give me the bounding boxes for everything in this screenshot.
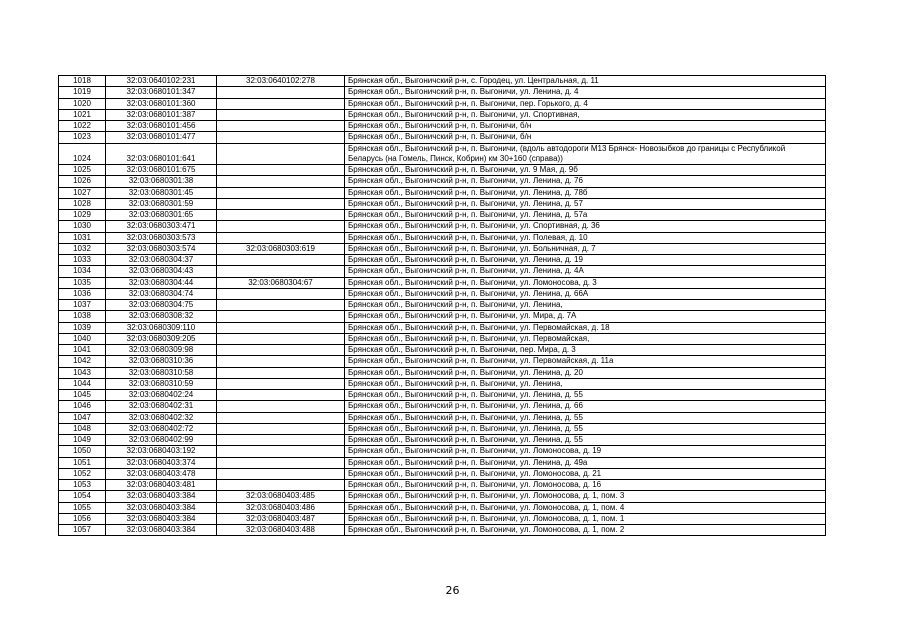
related-cadastral-number-cell: 32:03:0680303:619 xyxy=(217,243,345,254)
row-number-cell: 1048 xyxy=(59,423,106,434)
related-cadastral-number-cell xyxy=(217,435,345,446)
address-cell: Брянская обл., Выгоничский р-н, п. Выгоничи, ул. Ленина, д. 49а xyxy=(345,457,826,468)
row-number-cell: 1029 xyxy=(59,210,106,221)
cadastral-number-cell: 32:03:0680101:641 xyxy=(106,143,217,165)
related-cadastral-number-cell xyxy=(217,109,345,120)
cadastral-number-cell: 32:03:0680310:58 xyxy=(106,367,217,378)
table-row xyxy=(59,513,826,524)
cadastral-number-cell: 32:03:0680101:675 xyxy=(106,165,217,176)
row-number-cell: 1030 xyxy=(59,221,106,232)
related-cadastral-number-cell xyxy=(217,288,345,299)
address-cell: Брянская обл., Выгоничский р-н, п. Выгоничи, ул. Ломоносова, д. 1, пом. 2 xyxy=(345,525,826,536)
address-cell: Брянская обл., Выгоничский р-н, п. Выгоничи, (вдоль автодороги М13 Брянск- Новозыбков до границы с Республикой Беларусь (на Гомель, Пинск, Кобрин) км 30+160 (справа)) xyxy=(345,143,826,165)
related-cadastral-number-cell xyxy=(217,378,345,389)
table-row xyxy=(59,143,826,165)
row-number-cell: 1025 xyxy=(59,165,106,176)
related-cadastral-number-cell: 32:03:0680403:485 xyxy=(217,491,345,502)
cadastral-number-cell: 32:03:0680101:456 xyxy=(106,121,217,132)
related-cadastral-number-cell xyxy=(217,356,345,367)
table-row xyxy=(59,491,826,502)
address-cell: Брянская обл., Выгоничский р-н, п. Выгоничи, ул. Ленина, д. 20 xyxy=(345,367,826,378)
related-cadastral-number-cell xyxy=(217,266,345,277)
related-cadastral-number-cell xyxy=(217,322,345,333)
row-number-cell: 1053 xyxy=(59,480,106,491)
row-number-cell: 1035 xyxy=(59,277,106,288)
cadastral-number-cell: 32:03:0680403:481 xyxy=(106,480,217,491)
table-row xyxy=(59,109,826,120)
related-cadastral-number-cell xyxy=(217,446,345,457)
table-row xyxy=(59,322,826,333)
address-cell: Брянская обл., Выгоничский р-н, п. Выгоничи, ул. Мира, д. 7А xyxy=(345,311,826,322)
table-row xyxy=(59,333,826,344)
cadastral-number-cell: 32:03:0680301:38 xyxy=(106,176,217,187)
address-cell: Брянская обл., Выгоничский р-н, п. Выгоничи, б/н xyxy=(345,121,826,132)
related-cadastral-number-cell: 32:03:0680403:488 xyxy=(217,525,345,536)
table-row xyxy=(59,356,826,367)
cadastral-number-cell: 32:03:0680310:36 xyxy=(106,356,217,367)
address-cell: Брянская обл., Выгоничский р-н, п. Выгоничи, ул. Ленина, д. 57 xyxy=(345,198,826,209)
cadastral-number-cell: 32:03:0680303:574 xyxy=(106,243,217,254)
row-number-cell: 1026 xyxy=(59,176,106,187)
row-number-cell: 1038 xyxy=(59,311,106,322)
related-cadastral-number-cell xyxy=(217,165,345,176)
address-cell: Брянская обл., Выгоничский р-н, п. Выгоничи, ул. Ленина, д. 66 xyxy=(345,401,826,412)
table-row xyxy=(59,390,826,401)
cadastral-number-cell: 32:03:0680309:110 xyxy=(106,322,217,333)
related-cadastral-number-cell xyxy=(217,255,345,266)
table-row xyxy=(59,165,826,176)
row-number-cell: 1024 xyxy=(59,143,106,165)
address-cell: Брянская обл., Выгоничский р-н, п. Выгоничи, ул. Ломоносова, д. 21 xyxy=(345,468,826,479)
cadastral-number-cell: 32:03:0680402:72 xyxy=(106,423,217,434)
table-row xyxy=(59,76,826,87)
row-number-cell: 1034 xyxy=(59,266,106,277)
table-row xyxy=(59,378,826,389)
cadastral-number-cell: 32:03:0680403:374 xyxy=(106,457,217,468)
table-row xyxy=(59,255,826,266)
related-cadastral-number-cell xyxy=(217,390,345,401)
related-cadastral-number-cell: 32:03:0640102:278 xyxy=(217,76,345,87)
table-row xyxy=(59,98,826,109)
table-row xyxy=(59,435,826,446)
related-cadastral-number-cell xyxy=(217,187,345,198)
address-cell: Брянская обл., Выгоничский р-н, п. Выгоничи, ул. Ленина, д. 55 xyxy=(345,412,826,423)
address-cell: Брянская обл., Выгоничский р-н, п. Выгоничи, ул. Ленина, д. 55 xyxy=(345,423,826,434)
address-cell: Брянская обл., Выгоничский р-н, п. Выгоничи, ул. Ленина, xyxy=(345,378,826,389)
address-cell: Брянская обл., Выгоничский р-н, п. Выгоничи, ул. Ленина, д. 78б xyxy=(345,187,826,198)
address-cell: Брянская обл., Выгоничский р-н, п. Выгоничи, ул. Спортивная, д. 36 xyxy=(345,221,826,232)
cadastral-number-cell: 32:03:0680403:384 xyxy=(106,502,217,513)
table-row xyxy=(59,277,826,288)
address-cell: Брянская обл., Выгоничский р-н, п. Выгоничи, ул. Первомайская, д. 18 xyxy=(345,322,826,333)
row-number-cell: 1039 xyxy=(59,322,106,333)
row-number-cell: 1019 xyxy=(59,87,106,98)
table-row xyxy=(59,311,826,322)
row-number-cell: 1047 xyxy=(59,412,106,423)
cadastral-number-cell: 32:03:0680310:59 xyxy=(106,378,217,389)
address-cell: Брянская обл., Выгоничский р-н, п. Выгоничи, ул. Ленина, д. 4А xyxy=(345,266,826,277)
related-cadastral-number-cell: 32:03:0680403:487 xyxy=(217,513,345,524)
table-row xyxy=(59,266,826,277)
address-cell: Брянская обл., Выгоничский р-н, п. Выгоничи, ул. Ломоносова, д. 19 xyxy=(345,446,826,457)
table-row xyxy=(59,367,826,378)
cadastral-number-cell: 32:03:0680403:192 xyxy=(106,446,217,457)
cadastral-number-cell: 32:03:0680403:384 xyxy=(106,491,217,502)
address-cell: Брянская обл., Выгоничский р-н, п. Выгоничи, ул. Ленина, д. 66А xyxy=(345,288,826,299)
cadastral-registry-table xyxy=(58,75,826,536)
table-row xyxy=(59,232,826,243)
address-cell: Брянская обл., Выгоничский р-н, п. Выгоничи, б/н xyxy=(345,132,826,143)
row-number-cell: 1032 xyxy=(59,243,106,254)
cadastral-number-cell: 32:03:0680101:347 xyxy=(106,87,217,98)
row-number-cell: 1027 xyxy=(59,187,106,198)
row-number-cell: 1056 xyxy=(59,513,106,524)
table-row xyxy=(59,187,826,198)
address-cell: Брянская обл., Выгоничский р-н, п. Выгоничи, пер. Горького, д. 4 xyxy=(345,98,826,109)
related-cadastral-number-cell xyxy=(217,423,345,434)
cadastral-number-cell: 32:03:0680309:205 xyxy=(106,333,217,344)
related-cadastral-number-cell xyxy=(217,468,345,479)
cadastral-number-cell: 32:03:0680301:45 xyxy=(106,187,217,198)
page-number: 26 xyxy=(445,584,460,597)
table-row xyxy=(59,480,826,491)
registry-table-body xyxy=(59,76,826,536)
cadastral-number-cell: 32:03:0680309:98 xyxy=(106,345,217,356)
table-row xyxy=(59,288,826,299)
table-row xyxy=(59,87,826,98)
row-number-cell: 1044 xyxy=(59,378,106,389)
related-cadastral-number-cell xyxy=(217,345,345,356)
table-row xyxy=(59,121,826,132)
row-number-cell: 1049 xyxy=(59,435,106,446)
cadastral-number-cell: 32:03:0680403:478 xyxy=(106,468,217,479)
row-number-cell: 1054 xyxy=(59,491,106,502)
cadastral-number-cell: 32:03:0680304:37 xyxy=(106,255,217,266)
address-cell: Брянская обл., Выгоничский р-н, п. Выгоничи, ул. Первомайская, xyxy=(345,333,826,344)
address-cell: Брянская обл., Выгоничский р-н, п. Выгоничи, ул. Больничная, д. 7 xyxy=(345,243,826,254)
address-cell: Брянская обл., Выгоничский р-н, п. Выгоничи, ул. Ленина, д. 76 xyxy=(345,176,826,187)
row-number-cell: 1037 xyxy=(59,300,106,311)
related-cadastral-number-cell xyxy=(217,367,345,378)
address-cell: Брянская обл., Выгоничский р-н, п. Выгоничи, ул. Спортивная, xyxy=(345,109,826,120)
related-cadastral-number-cell xyxy=(217,210,345,221)
row-number-cell: 1045 xyxy=(59,390,106,401)
cadastral-number-cell: 32:03:0680301:59 xyxy=(106,198,217,209)
related-cadastral-number-cell xyxy=(217,132,345,143)
row-number-cell: 1022 xyxy=(59,121,106,132)
related-cadastral-number-cell xyxy=(217,480,345,491)
table-row xyxy=(59,176,826,187)
row-number-cell: 1033 xyxy=(59,255,106,266)
table-row xyxy=(59,300,826,311)
row-number-cell: 1021 xyxy=(59,109,106,120)
cadastral-number-cell: 32:03:0680101:477 xyxy=(106,132,217,143)
related-cadastral-number-cell xyxy=(217,221,345,232)
row-number-cell: 1052 xyxy=(59,468,106,479)
address-cell: Брянская обл., Выгоничский р-н, с. Городец, ул. Центральная, д. 11 xyxy=(345,76,826,87)
cadastral-number-cell: 32:03:0680402:24 xyxy=(106,390,217,401)
related-cadastral-number-cell xyxy=(217,176,345,187)
row-number-cell: 1051 xyxy=(59,457,106,468)
cadastral-number-cell: 32:03:0680402:31 xyxy=(106,401,217,412)
address-cell: Брянская обл., Выгоничский р-н, п. Выгоничи, ул. Ленина, д. 57а xyxy=(345,210,826,221)
address-cell: Брянская обл., Выгоничский р-н, п. Выгоничи, ул. Ленина, д. 4 xyxy=(345,87,826,98)
cadastral-number-cell: 32:03:0680301:65 xyxy=(106,210,217,221)
table-row xyxy=(59,446,826,457)
address-cell: Брянская обл., Выгоничский р-н, п. Выгоничи, ул. Ломоносова, д. 16 xyxy=(345,480,826,491)
table-row xyxy=(59,221,826,232)
table-row xyxy=(59,345,826,356)
address-cell: Брянская обл., Выгоничский р-н, п. Выгоничи, ул. Ломоносова, д. 1, пом. 3 xyxy=(345,491,826,502)
table-row xyxy=(59,502,826,513)
address-cell: Брянская обл., Выгоничский р-н, п. Выгоничи, ул. Ленина, д. 55 xyxy=(345,390,826,401)
table-row xyxy=(59,412,826,423)
address-cell: Брянская обл., Выгоничский р-н, п. Выгоничи, ул. Первомайская, д. 11а xyxy=(345,356,826,367)
cadastral-number-cell: 32:03:0680403:384 xyxy=(106,513,217,524)
cadastral-number-cell: 32:03:0680101:387 xyxy=(106,109,217,120)
address-cell: Брянская обл., Выгоничский р-н, п. Выгоничи, ул. Полевая, д. 10 xyxy=(345,232,826,243)
row-number-cell: 1020 xyxy=(59,98,106,109)
table-row xyxy=(59,198,826,209)
row-number-cell: 1036 xyxy=(59,288,106,299)
address-cell: Брянская обл., Выгоничский р-н, п. Выгоничи, ул. Ломоносова, д. 1, пом. 1 xyxy=(345,513,826,524)
table-row xyxy=(59,468,826,479)
cadastral-number-cell: 32:03:0680403:384 xyxy=(106,525,217,536)
related-cadastral-number-cell xyxy=(217,300,345,311)
cadastral-number-cell: 32:03:0680304:74 xyxy=(106,288,217,299)
row-number-cell: 1055 xyxy=(59,502,106,513)
related-cadastral-number-cell xyxy=(217,232,345,243)
table-row xyxy=(59,243,826,254)
cadastral-number-cell: 32:03:0680304:43 xyxy=(106,266,217,277)
related-cadastral-number-cell xyxy=(217,457,345,468)
related-cadastral-number-cell xyxy=(217,311,345,322)
table-row xyxy=(59,132,826,143)
row-number-cell: 1050 xyxy=(59,446,106,457)
cadastral-number-cell: 32:03:0640102:231 xyxy=(106,76,217,87)
table-row xyxy=(59,210,826,221)
related-cadastral-number-cell xyxy=(217,198,345,209)
cadastral-number-cell: 32:03:0680303:573 xyxy=(106,232,217,243)
cadastral-number-cell: 32:03:0680402:99 xyxy=(106,435,217,446)
related-cadastral-number-cell xyxy=(217,401,345,412)
cadastral-number-cell: 32:03:0680402:32 xyxy=(106,412,217,423)
related-cadastral-number-cell xyxy=(217,412,345,423)
related-cadastral-number-cell xyxy=(217,143,345,165)
cadastral-number-cell: 32:03:0680304:44 xyxy=(106,277,217,288)
table-row xyxy=(59,401,826,412)
related-cadastral-number-cell xyxy=(217,98,345,109)
related-cadastral-number-cell xyxy=(217,333,345,344)
row-number-cell: 1018 xyxy=(59,76,106,87)
address-cell: Брянская обл., Выгоничский р-н, п. Выгоничи, ул. Ломоносова, д. 3 xyxy=(345,277,826,288)
row-number-cell: 1046 xyxy=(59,401,106,412)
address-cell: Брянская обл., Выгоничский р-н, п. Выгоничи, ул. Ленина, xyxy=(345,300,826,311)
table-row xyxy=(59,525,826,536)
row-number-cell: 1042 xyxy=(59,356,106,367)
related-cadastral-number-cell: 32:03:0680304:67 xyxy=(217,277,345,288)
row-number-cell: 1023 xyxy=(59,132,106,143)
cadastral-number-cell: 32:03:0680303:471 xyxy=(106,221,217,232)
address-cell: Брянская обл., Выгоничский р-н, п. Выгоничи, ул. Ленина, д. 19 xyxy=(345,255,826,266)
address-cell: Брянская обл., Выгоничский р-н, п. Выгоничи, ул. Ломоносова, д. 1, пом. 4 xyxy=(345,502,826,513)
address-cell: Брянская обл., Выгоничский р-н, п. Выгоничи, пер. Мира, д. 3 xyxy=(345,345,826,356)
table-row xyxy=(59,457,826,468)
related-cadastral-number-cell xyxy=(217,87,345,98)
address-cell: Брянская обл., Выгоничский р-н, п. Выгоничи, ул. Ленина, д. 55 xyxy=(345,435,826,446)
row-number-cell: 1031 xyxy=(59,232,106,243)
cadastral-number-cell: 32:03:0680101:360 xyxy=(106,98,217,109)
cadastral-number-cell: 32:03:0680304:75 xyxy=(106,300,217,311)
related-cadastral-number-cell xyxy=(217,121,345,132)
address-cell: Брянская обл., Выгоничский р-н, п. Выгоничи, ул. 9 Мая, д. 9б xyxy=(345,165,826,176)
row-number-cell: 1041 xyxy=(59,345,106,356)
cadastral-number-cell: 32:03:0680308:32 xyxy=(106,311,217,322)
row-number-cell: 1043 xyxy=(59,367,106,378)
row-number-cell: 1057 xyxy=(59,525,106,536)
row-number-cell: 1040 xyxy=(59,333,106,344)
related-cadastral-number-cell: 32:03:0680403:486 xyxy=(217,502,345,513)
row-number-cell: 1028 xyxy=(59,198,106,209)
table-row xyxy=(59,423,826,434)
